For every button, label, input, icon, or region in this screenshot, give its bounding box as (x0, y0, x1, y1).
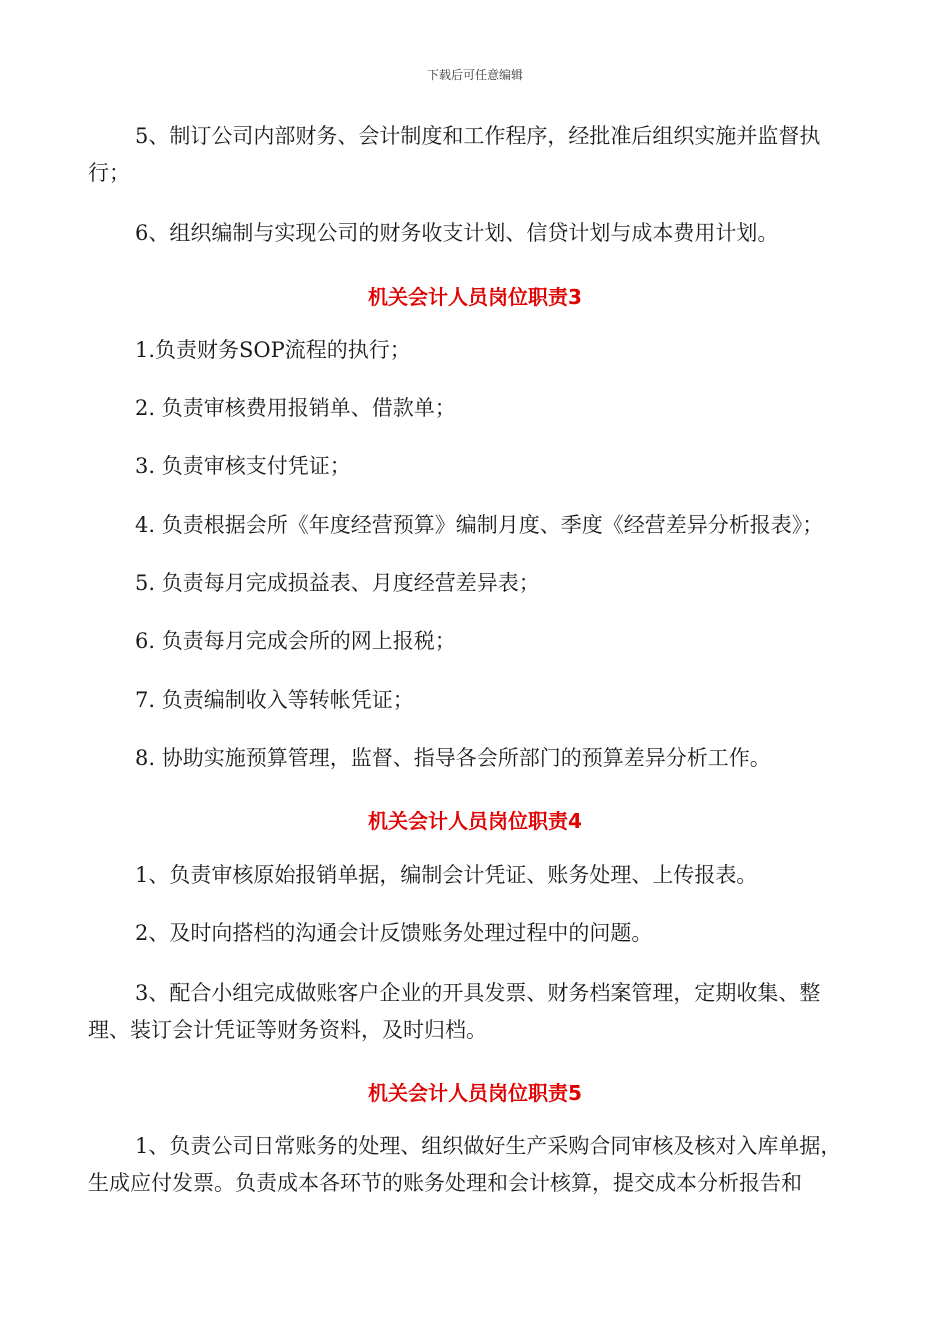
paragraph-line: 1、负责审核原始报销单据，编制会计凭证、账务处理、上传报表。 (135, 863, 758, 887)
list-item: 2. 负责审核费用报销单、借款单； (135, 396, 456, 420)
paragraph-line: 理、装订会计凭证等财务资料，及时归档。 (88, 1018, 487, 1042)
paragraph-line: 6、组织编制与实现公司的财务收支计划、信贷计划与成本费用计划。 (135, 221, 779, 245)
paragraph-line: 5、制订公司内部财务、会计制度和工作程序，经批准后组织实施并监督执 (135, 124, 821, 148)
paragraph-line: 2、及时向搭档的沟通会计反馈账务处理过程中的问题。 (135, 921, 653, 945)
list-item: 6. 负责每月完成会所的网上报税； (135, 629, 456, 653)
paragraph-item-5 (88, 118, 878, 192)
paragraph-line: 行； (88, 161, 130, 185)
page-header: 下载后可任意编辑 (426, 68, 523, 82)
list-item: 8. 协助实施预算管理，监督、指导各会所部门的预算差异分析工作。 (135, 746, 771, 770)
list-item: 4. 负责根据会所《年度经营预算》编制月度、季度《经营差异分析报表》； (135, 513, 824, 537)
list-item: 1.负责财务SOP流程的执行； (135, 338, 411, 362)
paragraph-item-6 (88, 215, 878, 252)
list-item: 3. 负责审核支付凭证； (135, 454, 351, 478)
list-item (88, 975, 878, 1049)
section-5-title: 机关会计人员岗位职责5 (368, 1081, 582, 1105)
list-item: 5. 负责每月完成损益表、月度经营差异表； (135, 571, 540, 595)
list-item (88, 857, 878, 894)
paragraph-line: 1、负责公司日常账务的处理、组织做好生产采购合同审核及核对入库单据， (135, 1134, 842, 1158)
paragraph-line: 生成应付发票。负责成本各环节的账务处理和会计核算，提交成本分析报告和 (88, 1171, 802, 1195)
section-3-title: 机关会计人员岗位职责3 (368, 285, 582, 309)
list-item (88, 915, 878, 952)
list-item (88, 1128, 878, 1202)
section-4-title: 机关会计人员岗位职责4 (368, 809, 582, 833)
list-item: 7. 负责编制收入等转帐凭证； (135, 688, 414, 712)
paragraph-line: 3、配合小组完成做账客户企业的开具发票、财务档案管理，定期收集、整 (135, 981, 821, 1005)
